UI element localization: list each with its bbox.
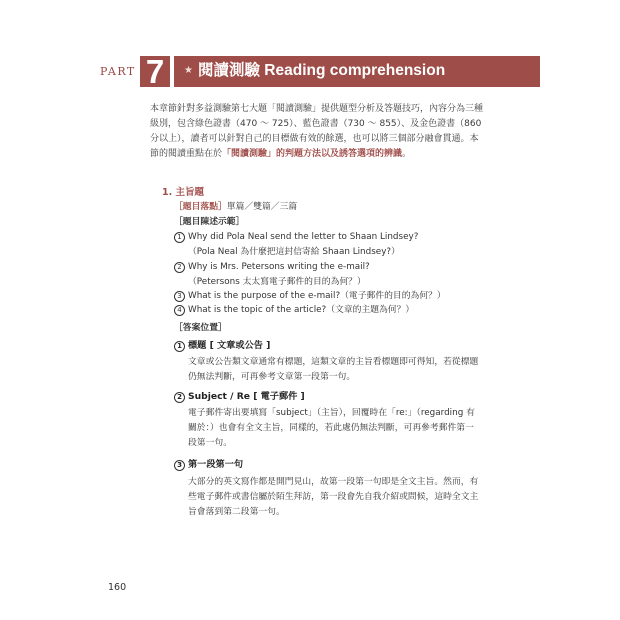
answer-heading-text: 標題 [ 文章或公告 ] (188, 340, 271, 351)
intro-line: 分以上），讀者可以針對自己的目標做有效的餘選，也可以將三個部分融會貫通。本 (150, 134, 479, 144)
intro-line: 級別，包含綠色證書（470 ～ 725）、藍色證書（730 ～ 855）、及金色證書（860 (150, 119, 482, 129)
answer-paragraph (188, 475, 510, 520)
answer-line: 旨會落到第二段第一句。 (188, 507, 285, 517)
answer-paragraph (188, 355, 510, 385)
answer-heading (174, 458, 243, 472)
example-question: Why did Pola Neal send the letter to Shaan Lindsey? (188, 232, 419, 242)
intro-paragraph (150, 102, 540, 162)
example-item (174, 261, 370, 274)
chapter-title: 閱讀測驗 Reading comprehension (198, 62, 446, 79)
answer-heading (174, 339, 270, 353)
answer-line: 大部分的英文寫作都是開門見山，故第一段第一句即是全文主旨。然而，有 (188, 477, 479, 487)
part-number-box (140, 53, 170, 90)
title-bar (174, 56, 540, 87)
example-question: What is the purpose of the e-mail?（電子郵件的目的為何？） (188, 291, 446, 301)
category-line (174, 201, 297, 214)
intro-highlight: 「閱讀測驗」的判題方法以及誘答選項的辨識 (222, 149, 403, 159)
star-icon: ★ (184, 65, 193, 76)
answer-line: 些電子郵件或書信屬於陌生拜訪，第一段會先自我介紹或問候，這時全文主 (188, 492, 479, 502)
example-question: Why is Mrs. Petersons writing the e-mail? (188, 262, 370, 272)
intro-text: 。 (402, 149, 412, 159)
part-label: PART (100, 65, 136, 78)
category-tag: ［題目落點］ (174, 202, 227, 212)
answer-line: 段第一句。 (188, 438, 232, 448)
answers-tag: ［答案位置］ (174, 323, 227, 333)
page-number: 160 (108, 582, 127, 593)
answer-paragraph (188, 406, 510, 451)
chapter-header (94, 53, 540, 90)
examples-tag: ［題目陳述示範］ (174, 217, 245, 227)
part-number: 7 (145, 53, 165, 90)
intro-line (150, 147, 540, 162)
example-item (174, 290, 446, 303)
answer-heading (174, 390, 305, 404)
circled-number-icon: 2 (174, 392, 185, 403)
intro-text: 節的閱讀重點在於 (150, 149, 223, 159)
example-item (174, 304, 414, 317)
section-title: 1. 主旨題 (162, 187, 205, 198)
circled-number-icon: 3 (174, 460, 185, 471)
example-item (174, 231, 418, 244)
answer-line: 仍無法判斷，可再參考文章第一段第一句。 (188, 372, 356, 382)
answer-line: 電子郵件寄出要填寫「subject」（主旨），回覆時在「re:」（regarding 有 (188, 408, 475, 418)
circled-number-icon: 3 (174, 291, 185, 302)
circled-number-icon: 1 (174, 341, 185, 352)
answer-line: 文章或公告類文章通常有標題，這類文章的主旨看標題即可得知，若從標題 (188, 357, 479, 367)
category-value: 單篇／雙篇／三篇 (226, 202, 298, 212)
example-question: What is the topic of the article?（文章的主題為何？） (188, 305, 415, 315)
example-translation: （Petersons 太太寫電子郵件的目的為何？） (188, 277, 366, 287)
circled-number-icon: 2 (174, 262, 185, 273)
circled-number-icon: 1 (174, 232, 185, 243)
answer-heading-text: Subject / Re [ 電子郵件 ] (188, 391, 305, 402)
circled-number-icon: 4 (174, 305, 185, 316)
answer-line: 關於：）也會有全文主旨，同樣的，若此處仍無法判斷，可再參考郵件第一 (188, 423, 474, 433)
answer-heading-text: 第一段第一句 (188, 459, 244, 470)
intro-line: 本章節針對多益測驗第七大題「閱讀測驗」提供題型分析及答題技巧，內容分為三種 (150, 104, 484, 114)
example-translation: （Pola Neal 為什麼把這封信寄給 Shaan Lindsey?） (188, 247, 400, 257)
